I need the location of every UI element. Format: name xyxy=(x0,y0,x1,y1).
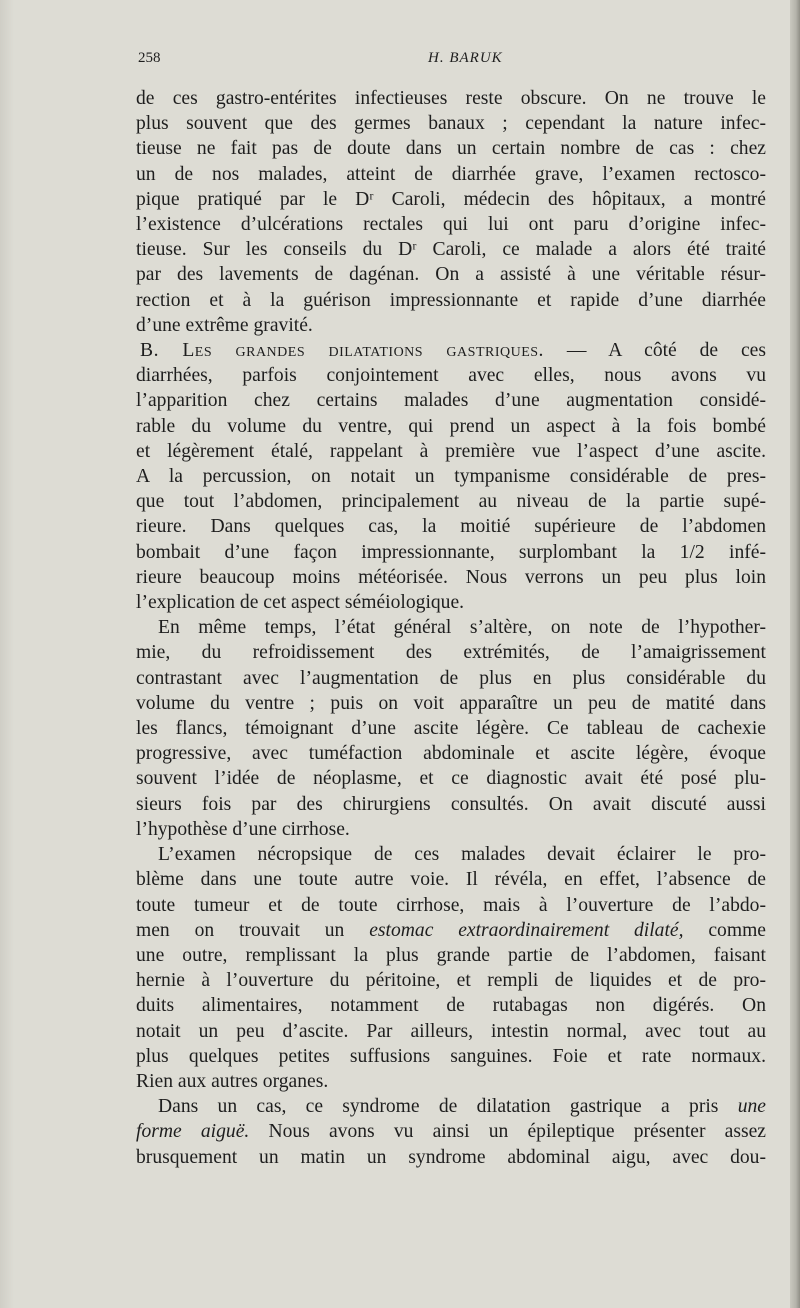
paragraph-line: mie, du refroidissement des extrémités, de l’amaigrissement xyxy=(136,642,766,664)
page-gutter-shadow xyxy=(0,0,14,1308)
paragraph-line: toute tumeur et de toute cirrhose, mais à l’ouverture de l’abdo- xyxy=(136,894,766,916)
paragraph-line xyxy=(136,1119,766,1144)
paragraph-line: L’examen nécropsique de ces malades devait éclairer le pro- xyxy=(158,844,766,866)
text-fragment: Nous avons vu ainsi un épileptique présenter assez xyxy=(249,1121,766,1143)
paragraph-line: Rien aux autres organes. xyxy=(136,1070,329,1092)
paragraph-necropsy xyxy=(118,842,766,1094)
paragraph-line: sieurs fois par des chirurgiens consultés. On avait discuté aussi xyxy=(136,793,766,815)
paragraph-line: que tout l’abdomen, principalement au niveau de la partie supé- xyxy=(136,491,766,513)
paragraph-line: hernie à l’ouverture du péritoine, et rempli de liquides et de pro- xyxy=(136,970,766,992)
paragraph-line: les flancs, témoignant d’une ascite légère. Ce tableau de cachexie xyxy=(136,718,766,740)
paragraph-line: brusquement un matin un syndrome abdominal aigu, avec dou- xyxy=(136,1146,766,1168)
paragraph-line: et légèrement étalé, rappelant à première vue l’aspect d’une ascite. xyxy=(136,440,766,462)
emphasis: forme aiguë. xyxy=(136,1121,250,1143)
section-heading-continuation: — A côté de ces xyxy=(543,340,766,362)
emphasis: estomac extraordinairement dilaté, xyxy=(369,919,684,941)
paragraph-line: plus quelques petites suffusions sanguines. Foie et rate normaux. xyxy=(136,1045,766,1067)
text-fragment: comme xyxy=(683,919,767,941)
paragraph-line: l’apparition chez certains malades d’une augmentation considé- xyxy=(136,390,766,412)
paragraph-section-b xyxy=(118,338,766,615)
running-head xyxy=(138,50,758,72)
page-number: 258 xyxy=(138,50,161,66)
paragraph-line: un de nos malades, atteint de diarrhée grave, l’examen rectosco- xyxy=(136,163,766,185)
paragraph-line: l’explication de cet aspect séméiologique. xyxy=(136,592,465,614)
paragraph-line: rieure. Dans quelques cas, la moitié supérieure de l’abdomen xyxy=(136,516,766,538)
running-head-author: H. BARUK xyxy=(428,50,503,66)
paragraph-line xyxy=(136,918,766,943)
text-fragment: men on trouvait un xyxy=(136,919,370,941)
paragraph-line: tieuse ne fait pas de doute dans un certain nombre de cas : chez xyxy=(136,138,766,160)
paragraph-line: de ces gastro-entérites infectieuses reste obscure. On ne trouve le xyxy=(136,88,766,109)
body-text xyxy=(118,86,766,1170)
paragraph-general-state xyxy=(118,615,766,842)
section-heading: B. Les grandes dilatations gastriques. xyxy=(140,340,544,362)
paragraph-line: notait un peu d’ascite. Par ailleurs, intestin normal, avec tout au xyxy=(136,1020,766,1042)
paragraph-line: pique pratiqué par le Dʳ Caroli, médecin des hôpitaux, a montré xyxy=(136,188,766,210)
paragraph-line xyxy=(136,1094,766,1119)
paragraph-line: par des lavements de dagénan. On a assisté à une véritable résur- xyxy=(136,264,766,286)
paragraph-line: diarrhées, parfois conjointement avec elles, nous avons vu xyxy=(136,365,766,387)
paragraph-line: blème dans une toute autre voie. Il révéla, en effet, l’absence de xyxy=(136,869,766,891)
paragraph-continuation xyxy=(118,86,766,338)
paragraph-line: volume du ventre ; puis on voit apparaître un peu de matité dans xyxy=(136,692,766,714)
paragraph-line: A la percussion, on notait un tympanisme considérable de pres- xyxy=(136,466,766,488)
paragraph-line: rable du volume du ventre, qui prend un aspect à la fois bombé xyxy=(136,415,766,437)
emphasis: une xyxy=(737,1096,766,1118)
paragraph-line: plus souvent que des germes banaux ; cependant la nature infec- xyxy=(136,113,766,135)
paragraph-line: rection et à la guérison impressionnante et rapide d’une diarrhée xyxy=(136,289,766,311)
section-b-first-line xyxy=(136,338,766,363)
page-edge-shadow xyxy=(790,0,800,1308)
paragraph-line: l’existence d’ulcérations rectales qui lui ont paru d’origine infec- xyxy=(136,214,766,236)
paragraph-line: duits alimentaires, notamment de rutabagas non digérés. On xyxy=(136,995,766,1017)
paragraph-line: d’une extrême gravité. xyxy=(136,314,313,336)
paragraph-line: souvent l’idée de néoplasme, et ce diagnostic avait été posé plu- xyxy=(136,768,766,790)
paragraph-acute-form xyxy=(118,1094,766,1170)
paragraph-line: progressive, avec tuméfaction abdominale et ascite légère, évoque xyxy=(136,743,766,765)
paragraph-line: contrastant avec l’augmentation de plus en plus considérable du xyxy=(136,667,766,689)
paragraph-line: bombait d’une façon impressionnante, surplombant la 1/2 infé- xyxy=(136,541,766,563)
text-fragment: Dans un cas, ce syndrome de dilatation gastrique a pris xyxy=(158,1096,738,1118)
paragraph-line: une outre, remplissant la plus grande partie de l’abdomen, faisant xyxy=(136,944,766,966)
paragraph-line: En même temps, l’état général s’altère, on note de l’hypother- xyxy=(158,617,766,639)
paragraph-line: tieuse. Sur les conseils du Dʳ Caroli, ce malade a alors été traité xyxy=(136,239,766,261)
paragraph-line: rieure beaucoup moins météorisée. Nous verrons un peu plus loin xyxy=(136,566,766,588)
paragraph-line: l’hypothèse d’une cirrhose. xyxy=(136,818,350,840)
